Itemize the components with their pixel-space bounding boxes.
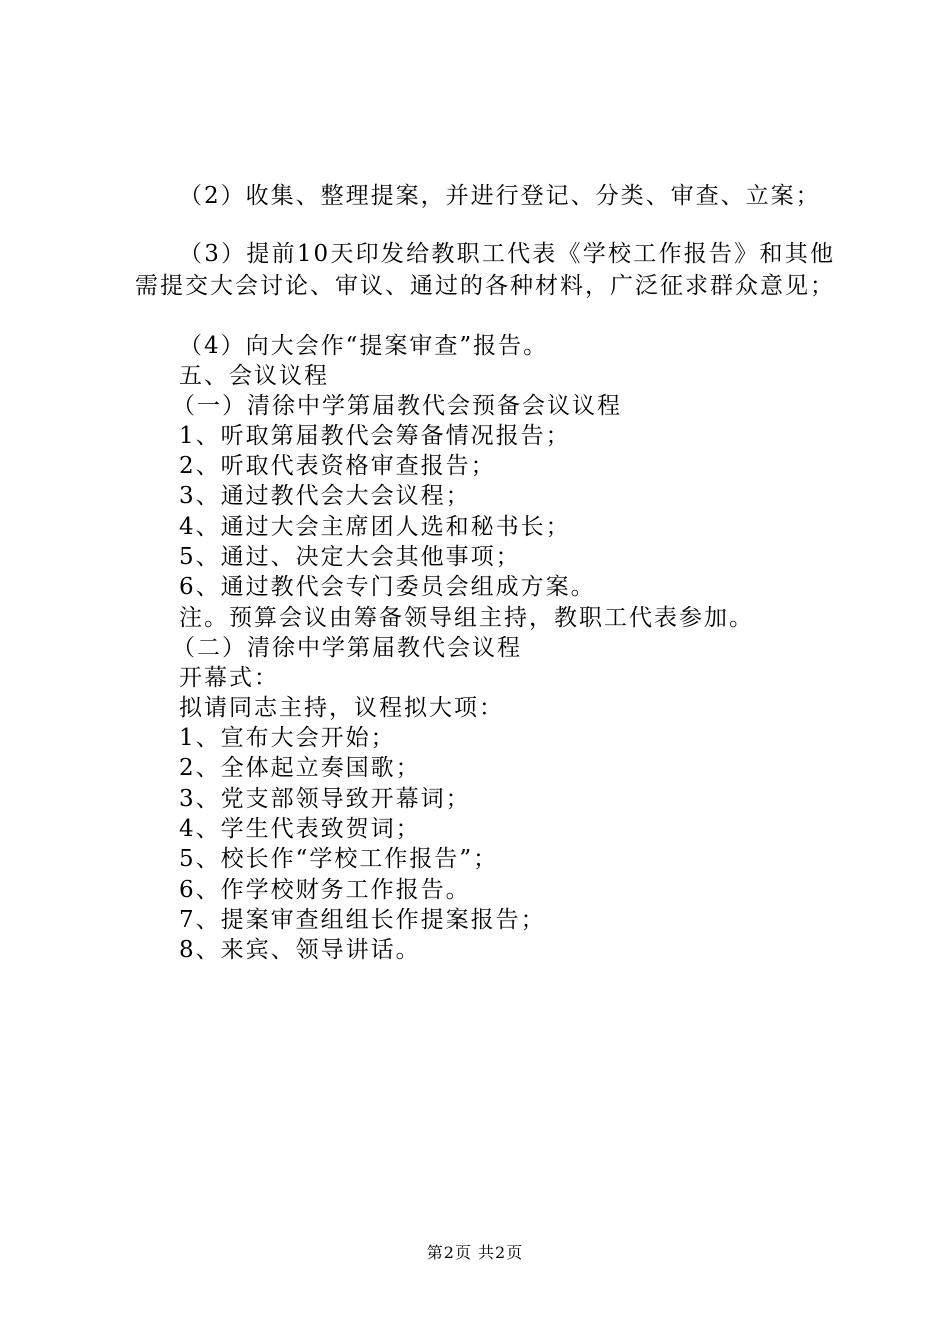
opening-label: 开幕式：: [179, 665, 279, 691]
list-item: 6、通过教代会专门委员会组成方案。: [179, 574, 596, 600]
list-item: 4、通过大会主席团人选和秘书长；: [179, 514, 571, 540]
section-heading: 五、会议议程: [179, 363, 329, 389]
note: 注。预算会议由筹备领导组主持，教职工代表参加。: [179, 605, 754, 631]
list-item: 1、宣布大会开始；: [179, 725, 396, 751]
paragraph-item-3: （3）提前10天印发给教职工代表《学校工作报告》和其他需提交大会讨论、审议、通过的各种材料，广泛征求群众意见；: [135, 241, 835, 299]
subsection-heading-2: （二）清徐中学第届教代会议程: [172, 635, 522, 661]
paragraph-item-4: （4）向大会作“提案审查”报告。: [179, 333, 549, 359]
page-footer: 第2页 共2页: [426, 1243, 524, 1262]
host-line: 拟请同志主持，议程拟大项：: [179, 695, 504, 721]
subsection-heading-1: （一）清徐中学第届教代会预备会议议程: [172, 393, 622, 419]
list-item: 2、听取代表资格审查报告；: [179, 453, 496, 479]
list-item: 1、听取第届教代会筹备情况报告；: [179, 423, 571, 449]
list-item: 2、全体起立奏国歌；: [179, 755, 421, 781]
list-item: 6、作学校财务工作报告。: [179, 877, 471, 903]
list-item: 7、提案审查组组长作提案报告；: [179, 907, 546, 933]
list-item: 3、党支部领导致开幕词；: [179, 786, 471, 812]
list-item: 5、校长作“学校工作报告”；: [179, 846, 499, 872]
paragraph-item-2: （2）收集、整理提案，并进行登记、分类、审查、立案；: [179, 183, 821, 209]
list-item: 4、学生代表致贺词；: [179, 816, 421, 842]
list-item: 5、通过、决定大会其他事项；: [179, 544, 521, 570]
list-item: 3、通过教代会大会议程；: [179, 483, 471, 509]
list-item: 8、来宾、领导讲话。: [179, 937, 421, 963]
